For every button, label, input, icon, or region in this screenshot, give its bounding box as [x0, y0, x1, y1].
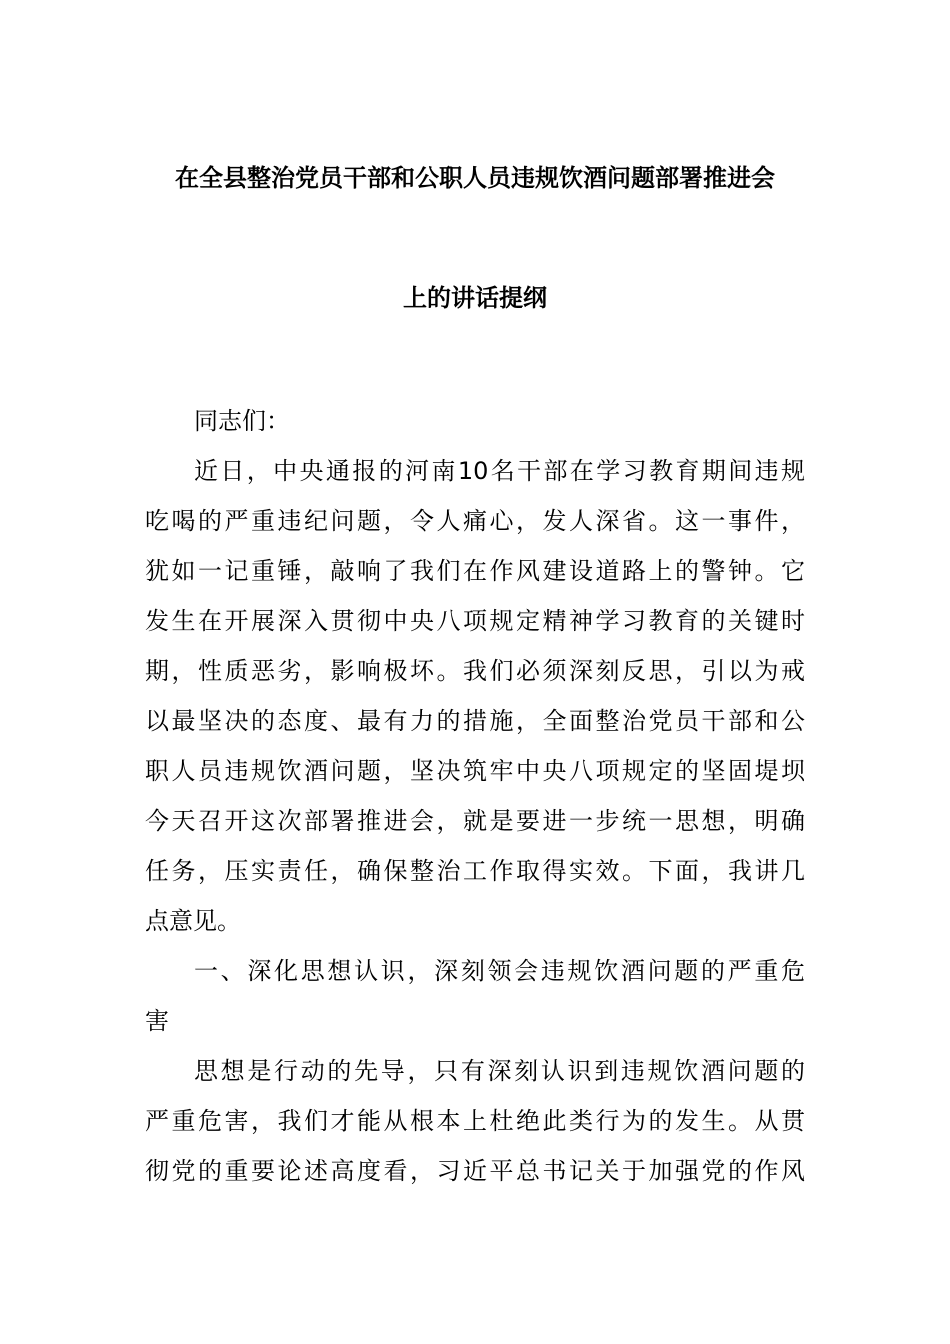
- body-line: 任务，压实责任，确保整治工作取得实效。下面，我讲几: [145, 857, 805, 885]
- section-heading-line: 一、深化思想认识，深刻领会违规饮酒问题的严重危: [194, 957, 805, 985]
- body-line: 今天召开这次部署推进会，就是要进一步统一思想，明确: [145, 807, 805, 835]
- body-line: 犹如一记重锤，敲响了我们在作风建设道路上的警钟。它: [145, 557, 805, 585]
- salutation: 同志们：: [194, 407, 290, 435]
- body-line: 近日，中央通报的河南10名干部在学习教育期间违规: [194, 457, 805, 485]
- document-title-line-2: 上的讲话提纲: [403, 284, 547, 312]
- document-title-line-1: 在全县整治党员干部和公职人员违规饮酒问题部署推进会: [175, 164, 775, 192]
- body-line: 吃喝的严重违纪问题，令人痛心，发人深省。这一事件，: [145, 507, 805, 535]
- body-line: 严重危害，我们才能从根本上杜绝此类行为的发生。从贯: [145, 1107, 805, 1135]
- body-line: 点意见。: [145, 907, 241, 935]
- body-line: 思想是行动的先导，只有深刻认识到违规饮酒问题的: [194, 1057, 805, 1085]
- body-line: 彻党的重要论述高度看，习近平总书记关于加强党的作风: [145, 1157, 805, 1185]
- body-line: 以最坚决的态度、最有力的措施，全面整治党员干部和公: [145, 707, 805, 735]
- section-heading-line: 害: [145, 1007, 169, 1035]
- body-line: 期，性质恶劣，影响极坏。我们必须深刻反思，引以为戒: [145, 657, 805, 685]
- body-line: 职人员违规饮酒问题，坚决筑牢中央八项规定的坚固堤坝: [145, 757, 805, 785]
- body-line: 发生在开展深入贯彻中央八项规定精神学习教育的关键时: [145, 607, 805, 635]
